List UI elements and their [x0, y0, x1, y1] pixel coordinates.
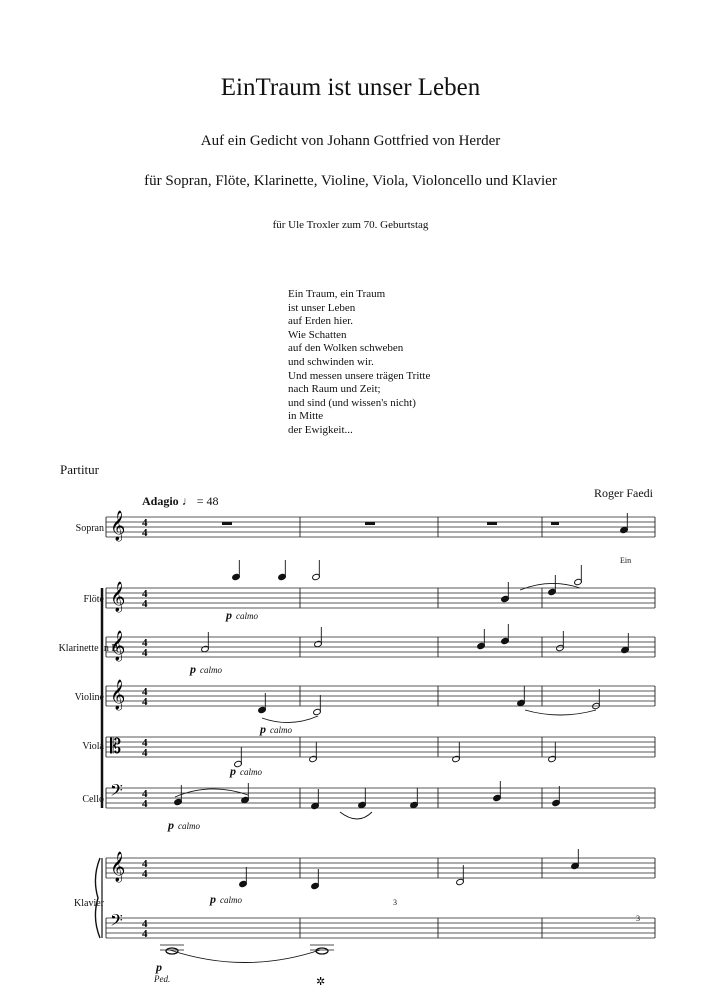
time-signature: 4	[142, 686, 148, 698]
tie	[525, 710, 596, 715]
time-signature: 4	[142, 737, 148, 749]
quarter-note-icon: ♩	[181, 494, 194, 508]
dynamic-klavier: p calmo	[210, 892, 242, 906]
half-rest-icon	[551, 522, 559, 525]
lyric-syllable: Ein	[620, 556, 632, 565]
composer: Roger Faedi	[594, 486, 653, 500]
scoring-line: für Sopran, Flöte, Klarinette, Violine, Viola, Violoncello und Klavier	[144, 173, 557, 189]
time-signature: 4	[142, 868, 148, 880]
time-signature: 4	[142, 517, 148, 529]
poem-line: und sind (und wissen's nicht)	[288, 396, 416, 409]
time-signature: 4	[142, 647, 148, 659]
instrument-cello: Cello	[82, 794, 104, 805]
time-signature: 4	[142, 788, 148, 800]
clef-treble-icon: 𝄞	[110, 582, 126, 612]
time-signature: 4	[142, 598, 148, 610]
poem-line: auf Erden hier.	[288, 315, 354, 328]
dynamic-viola: p calmo	[230, 764, 262, 778]
subtitle: Auf ein Gedicht von Johann Gottfried von Herder	[200, 133, 501, 149]
whole-rest-icon	[365, 522, 375, 525]
dynamic-violine: p calmo	[260, 722, 292, 736]
tie	[262, 716, 318, 723]
tempo-value: = 48	[196, 494, 219, 508]
page-title: EinTraum ist unser Leben	[220, 74, 481, 101]
time-signature: 4	[142, 637, 148, 649]
tuplet-number-bass: 3	[636, 914, 640, 923]
tuplet-number: 3	[393, 898, 397, 907]
slur	[520, 583, 580, 590]
time-signature: 4	[142, 696, 148, 708]
slur	[340, 812, 372, 819]
tempo-word: Adagio	[142, 494, 179, 508]
poem-line: auf den Wolken schweben	[288, 342, 404, 355]
clef-bass-icon: 𝄢	[110, 780, 123, 804]
pedal-release-icon: ✲	[316, 975, 326, 988]
poem-line: nach Raum und Zeit;	[288, 383, 381, 396]
clef-treble-icon: 𝄞	[110, 680, 126, 710]
dynamic-klarinette: p calmo	[190, 662, 222, 676]
score-label: Partitur	[60, 462, 99, 477]
piano-brace-curve	[95, 858, 100, 938]
dynamic-floete: p calmo	[226, 608, 258, 622]
poem-line: Und messen unsere trägen Tritte	[288, 369, 431, 382]
clef-alto-icon: 𝄡	[110, 734, 122, 758]
time-signature: 4	[142, 588, 148, 600]
time-signature: 4	[142, 928, 148, 940]
instrument-viola: Viola	[82, 741, 104, 752]
poem-line: und schwinden wir.	[288, 355, 374, 368]
clef-treble-icon: 𝄞	[110, 511, 126, 541]
poem-line: in Mitte	[288, 410, 324, 423]
time-signature: 4	[142, 747, 148, 759]
poem-line: ist unser Leben	[288, 301, 356, 314]
poem-line: der Ewigkeit...	[288, 423, 353, 436]
pedal-marking: Ped.	[154, 974, 171, 984]
dynamic-cello: p calmo	[168, 818, 200, 832]
instrument-sopran: Sopran	[75, 523, 104, 534]
time-signature: 4	[142, 798, 148, 810]
time-signature: 4	[142, 858, 148, 870]
poem-line: Ein Traum, ein Traum	[288, 288, 386, 300]
instrument-violine: Violine	[74, 692, 104, 703]
tie	[170, 950, 320, 963]
clef-treble-icon: 𝄞	[110, 631, 126, 661]
time-signature: 4	[142, 918, 148, 930]
instrument-klarinette: Klarinette in B	[58, 643, 118, 654]
dedication: für Ule Troxler zum 70. Geburtstag	[272, 219, 429, 231]
poem-line: Wie Schatten	[288, 328, 347, 341]
dynamic-klavier-bass: p	[156, 960, 162, 974]
instrument-floete: Flöte	[83, 594, 104, 605]
instrument-klavier: Klavier	[74, 898, 104, 909]
clef-bass-icon: 𝄢	[110, 910, 123, 934]
clef-treble-icon: 𝄞	[110, 852, 126, 882]
time-signature: 4	[142, 527, 148, 539]
whole-rest-icon	[487, 522, 497, 525]
whole-rest-icon	[222, 522, 232, 525]
